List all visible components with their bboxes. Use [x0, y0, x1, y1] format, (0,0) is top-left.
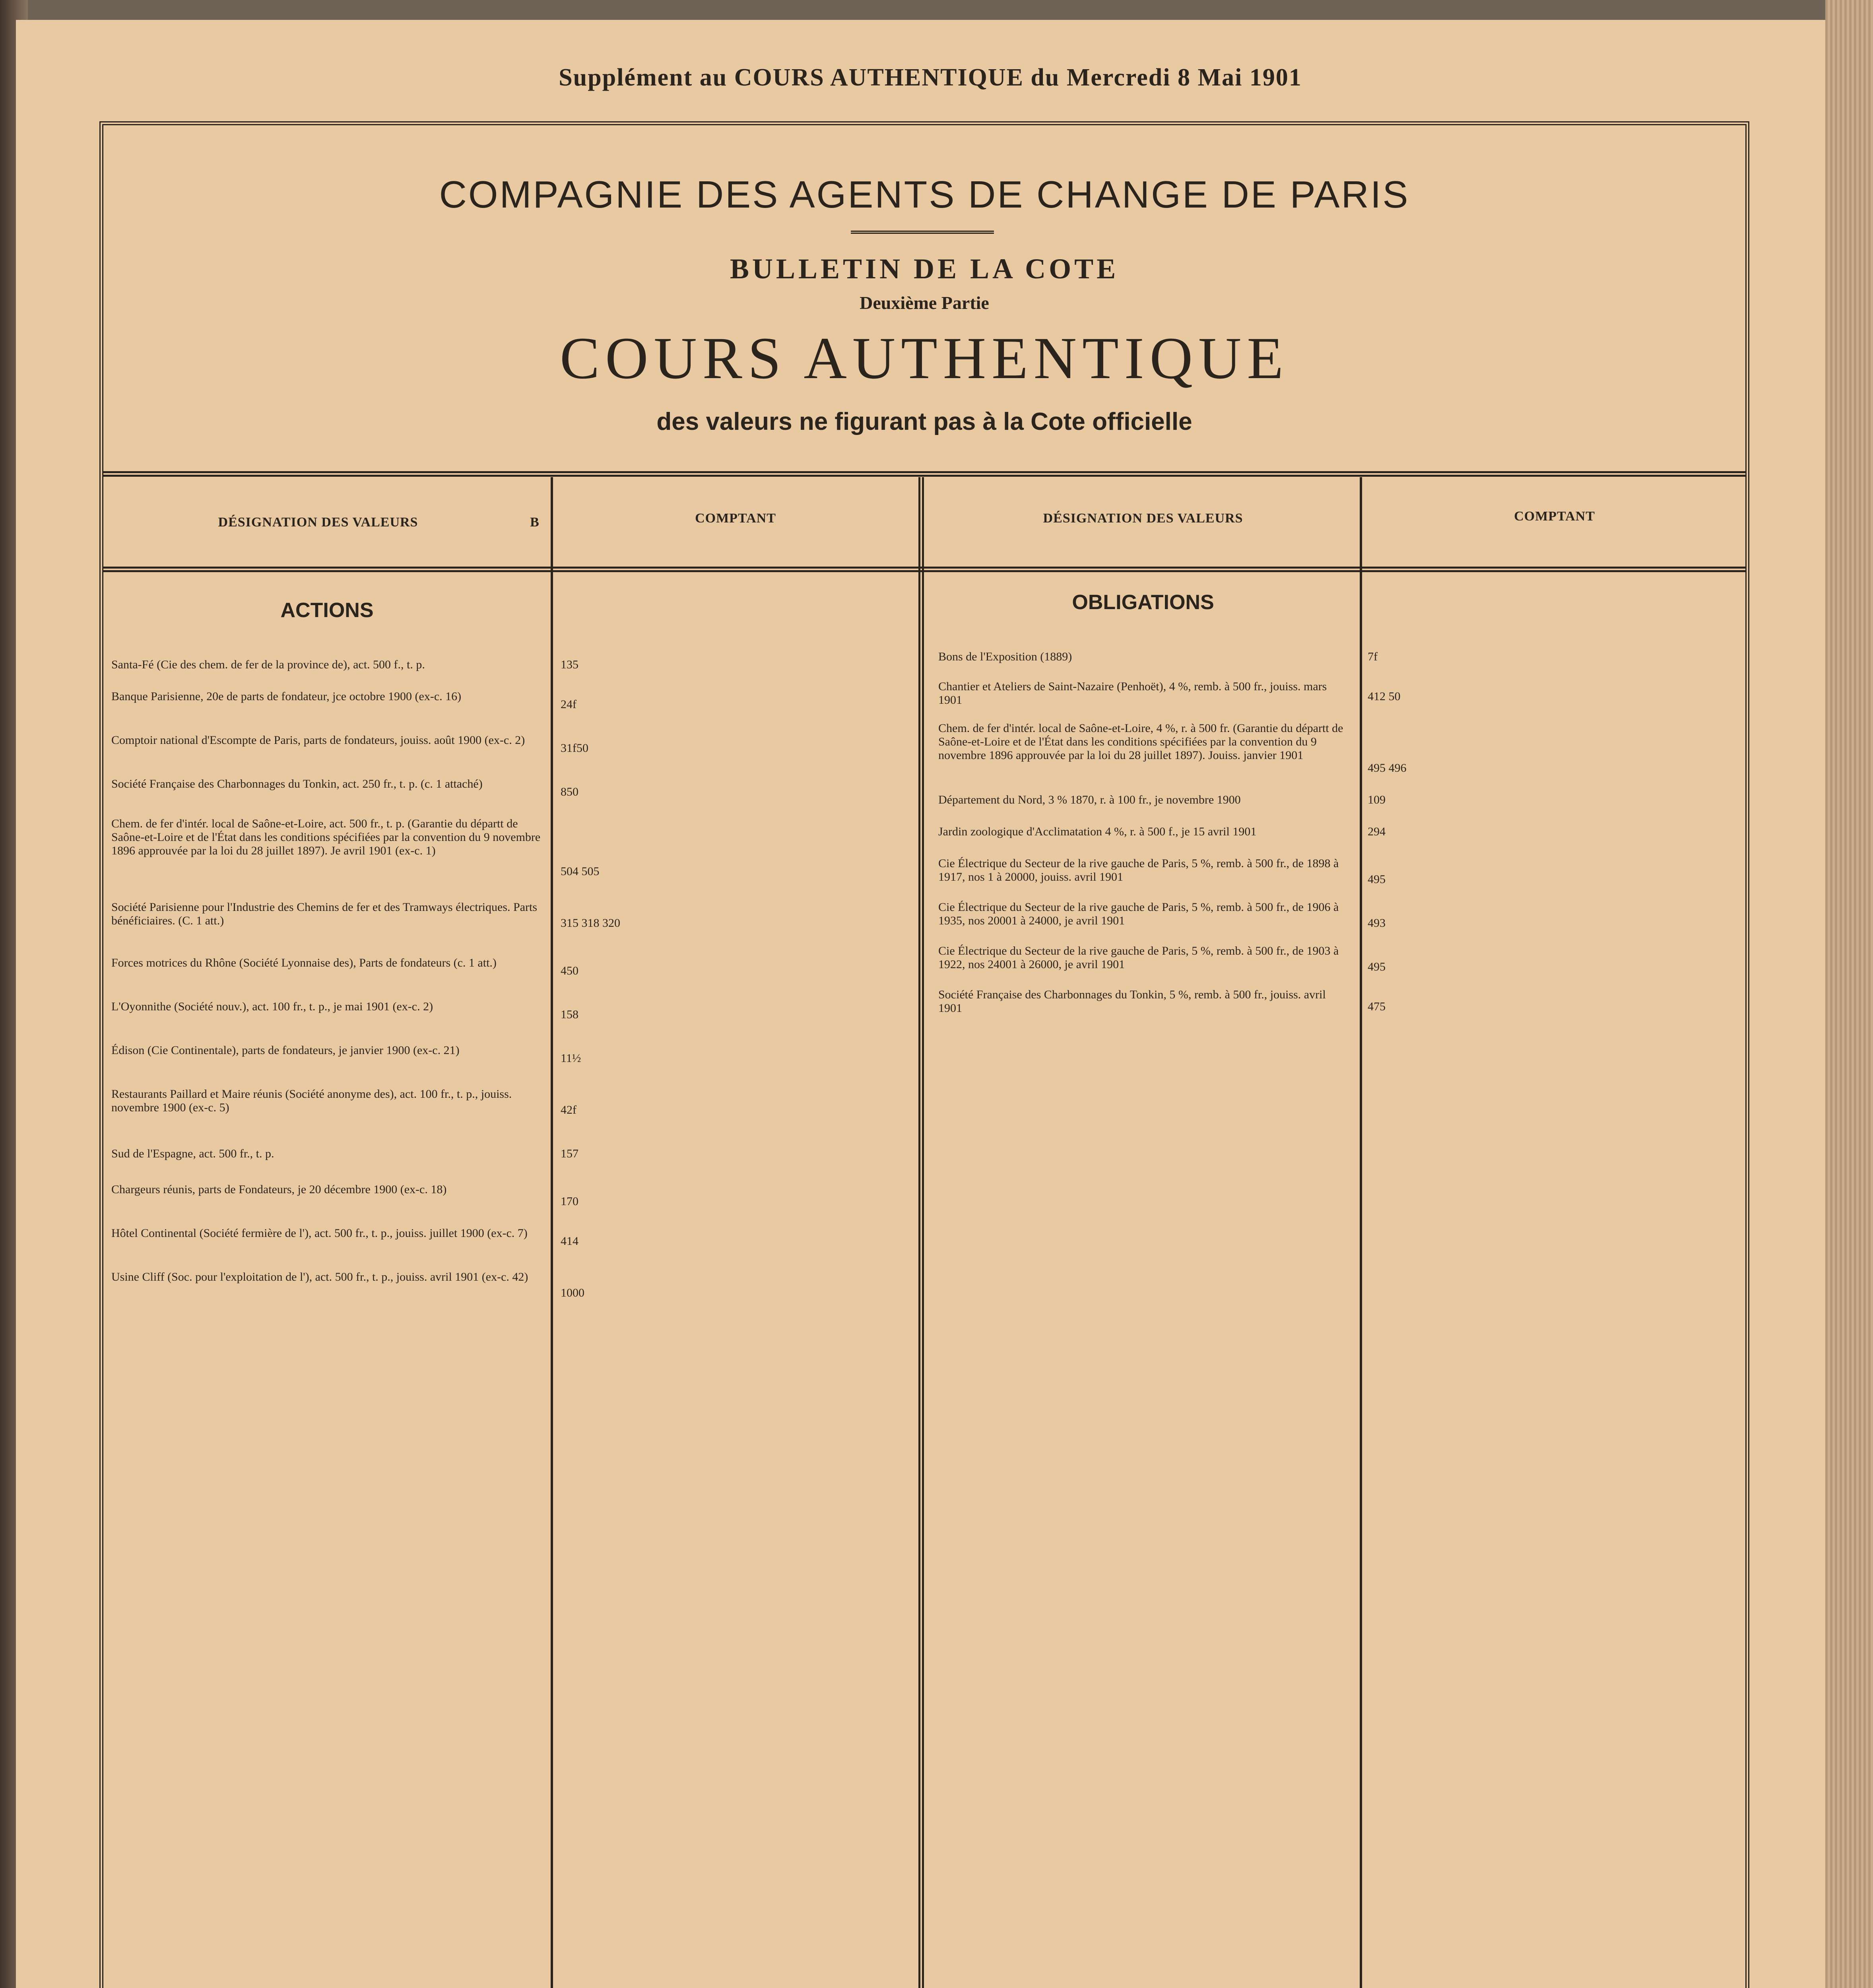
action-price: 157 — [561, 1147, 578, 1160]
obligation-price: 7f — [1368, 650, 1378, 663]
action-price: 850 — [561, 785, 578, 798]
left-header-mark: B — [530, 515, 540, 530]
top-table-rule — [103, 471, 1745, 477]
obligation-entry: Chantier et Ateliers de Saint-Nazaire (Penhoët), 4 %, remb. à 500 fr., jouiss. mars 1901 — [938, 680, 1327, 707]
right-comptant-header: COMPTANT — [1514, 509, 1595, 524]
cours-title: COURS AUTHENTIQUE — [560, 325, 1289, 391]
action-price: 170 — [561, 1195, 578, 1208]
center-divider — [918, 477, 924, 1988]
action-entry: Usine Cliff (Soc. pour l'exploitation de l'), act. 500 fr., t. p., jouiss. avril 1901 (ex-c. 42) — [111, 1270, 528, 1283]
left-comptant-header: COMPTANT — [695, 511, 776, 526]
obligation-entry: Département du Nord, 3 % 1870, r. à 100 fr., je novembre 1900 — [938, 793, 1241, 806]
header-rule — [103, 567, 1745, 572]
action-price: 450 — [561, 964, 578, 977]
action-price: 31f50 — [561, 742, 588, 755]
obligation-entry: Chem. de fer d'intér. local de Saône-et-Loire, 4 %, r. à 500 fr. (Garantie du départt de Saône-et-Loire et de l'État dans les conditions spécifiées par la convention du 9 novembre 1896 approuvée par la loi du 28 juillet 1897). Jouiss. janvier 1901 — [938, 722, 1343, 762]
action-entry: Forces motrices du Rhône (Société Lyonnaise des), Parts de fondateurs (c. 1 att.) — [111, 956, 497, 969]
action-entry: Chargeurs réunis, parts de Fondateurs, je 20 décembre 1900 (ex-c. 18) — [111, 1183, 447, 1196]
partie-label: Deuxième Partie — [860, 293, 989, 313]
obligation-price: 495 — [1368, 873, 1386, 886]
action-price: 414 — [561, 1235, 578, 1248]
action-entry: Chem. de fer d'intér. local de Saône-et-Loire, act. 500 fr., t. p. (Garantie du départt de Saône-et-Loire et de l'État dans les conditions spécifiées par la convention du 9 novembre 1896 approuvée par la loi du 28 juillet 1897). Je avril 1901 (ex-c. 1) — [111, 817, 541, 857]
action-price: 504 505 — [561, 865, 600, 878]
action-price: 42f — [561, 1103, 576, 1116]
action-entry: Banque Parisienne, 20e de parts de fondateur, jce octobre 1900 (ex-c. 16) — [111, 690, 462, 703]
action-entry: Santa-Fé (Cie des chem. de fer de la province de), act. 500 f., t. p. — [111, 658, 425, 671]
obligation-price: 495 — [1368, 960, 1386, 973]
action-entry: Hôtel Continental (Société fermière de l'), act. 500 fr., t. p., jouiss. juillet 1900 (ex-c. 7) — [111, 1227, 528, 1240]
left-header: DÉSIGNATION DES VALEURS — [218, 515, 418, 530]
action-entry: Sud de l'Espagne, act. 500 fr., t. p. — [111, 1147, 274, 1160]
obligation-entry: Cie Électrique du Secteur de la rive gauche de Paris, 5 %, remb. à 500 fr., de 1898 à 1917, nos 1 à 20000, jouiss. avril 1901 — [938, 857, 1339, 883]
obligation-entry: Cie Électrique du Secteur de la rive gauche de Paris, 5 %, remb. à 500 fr., de 1903 à 1922, nos 24001 à 26000, je avril 1901 — [938, 944, 1339, 971]
action-price: 135 — [561, 658, 578, 671]
action-entry: Restaurants Paillard et Maire réunis (Société anonyme des), act. 100 fr., t. p., jouiss. novembre 1900 (ex-c. 5) — [111, 1087, 512, 1114]
obligation-price: 412 50 — [1368, 690, 1401, 703]
obligation-entry: Société Française des Charbonnages du Tonkin, 5 %, remb. à 500 fr., jouiss. avril 1901 — [938, 988, 1326, 1015]
action-entry: Comptoir national d'Escompte de Paris, parts de fondateurs, jouiss. août 1900 (ex-c. 2) — [111, 734, 525, 747]
page — [16, 20, 1845, 1988]
obligation-entry: Cie Électrique du Secteur de la rive gauche de Paris, 5 %, remb. à 500 fr., de 1906 à 1935, nos 20001 à 24000, je avril 1901 — [938, 901, 1339, 927]
obligation-price: 294 — [1368, 825, 1386, 838]
company-title: COMPAGNIE DES AGENTS DE CHANGE DE PARIS — [439, 173, 1410, 216]
action-entry: Société Parisienne pour l'Industrie des Chemins de fer et des Tramways électriques. Parts bénéficiaires. (C. 1 att.) — [111, 901, 538, 927]
obligation-price: 475 — [1368, 1000, 1386, 1013]
page-edges — [1825, 0, 1873, 1988]
action-price: 24f — [561, 698, 576, 711]
title-rule — [851, 231, 994, 234]
right-header: DÉSIGNATION DES VALEURS — [1043, 511, 1243, 526]
obligation-entry: Jardin zoologique d'Acclimatation 4 %, r. à 500 f., je 15 avril 1901 — [938, 825, 1257, 838]
bulletin-frame — [99, 121, 1749, 1988]
bulletin-title: BULLETIN DE LA COTE — [730, 253, 1119, 285]
actions-title: ACTIONS — [280, 599, 374, 622]
action-entry: L'Oyonnithe (Société nouv.), act. 100 fr., t. p., je mai 1901 (ex-c. 2) — [111, 1000, 433, 1013]
obligations-title: OBLIGATIONS — [1072, 591, 1214, 614]
supplement-line: Supplément au COURS AUTHENTIQUE du Mercredi 8 Mai 1901 — [559, 64, 1302, 91]
action-price: 11½ — [561, 1052, 581, 1065]
obligation-price: 495 496 — [1368, 761, 1407, 775]
action-price: 315 318 320 — [561, 916, 620, 930]
action-price: 158 — [561, 1008, 578, 1021]
action-entry: Édison (Cie Continentale), parts de fondateurs, je janvier 1900 (ex-c. 21) — [111, 1044, 460, 1057]
action-entry: Société Française des Charbonnages du Tonkin, act. 250 fr., t. p. (c. 1 attaché) — [111, 777, 483, 790]
obligation-price: 493 — [1368, 916, 1386, 930]
col-divider-1 — [551, 477, 553, 1988]
col-divider-2 — [1360, 477, 1362, 1988]
obligation-entry: Bons de l'Exposition (1889) — [938, 650, 1072, 663]
subtitle: des valeurs ne figurant pas à la Cote officielle — [656, 408, 1192, 435]
obligation-price: 109 — [1368, 793, 1386, 806]
action-price: 1000 — [561, 1286, 584, 1299]
